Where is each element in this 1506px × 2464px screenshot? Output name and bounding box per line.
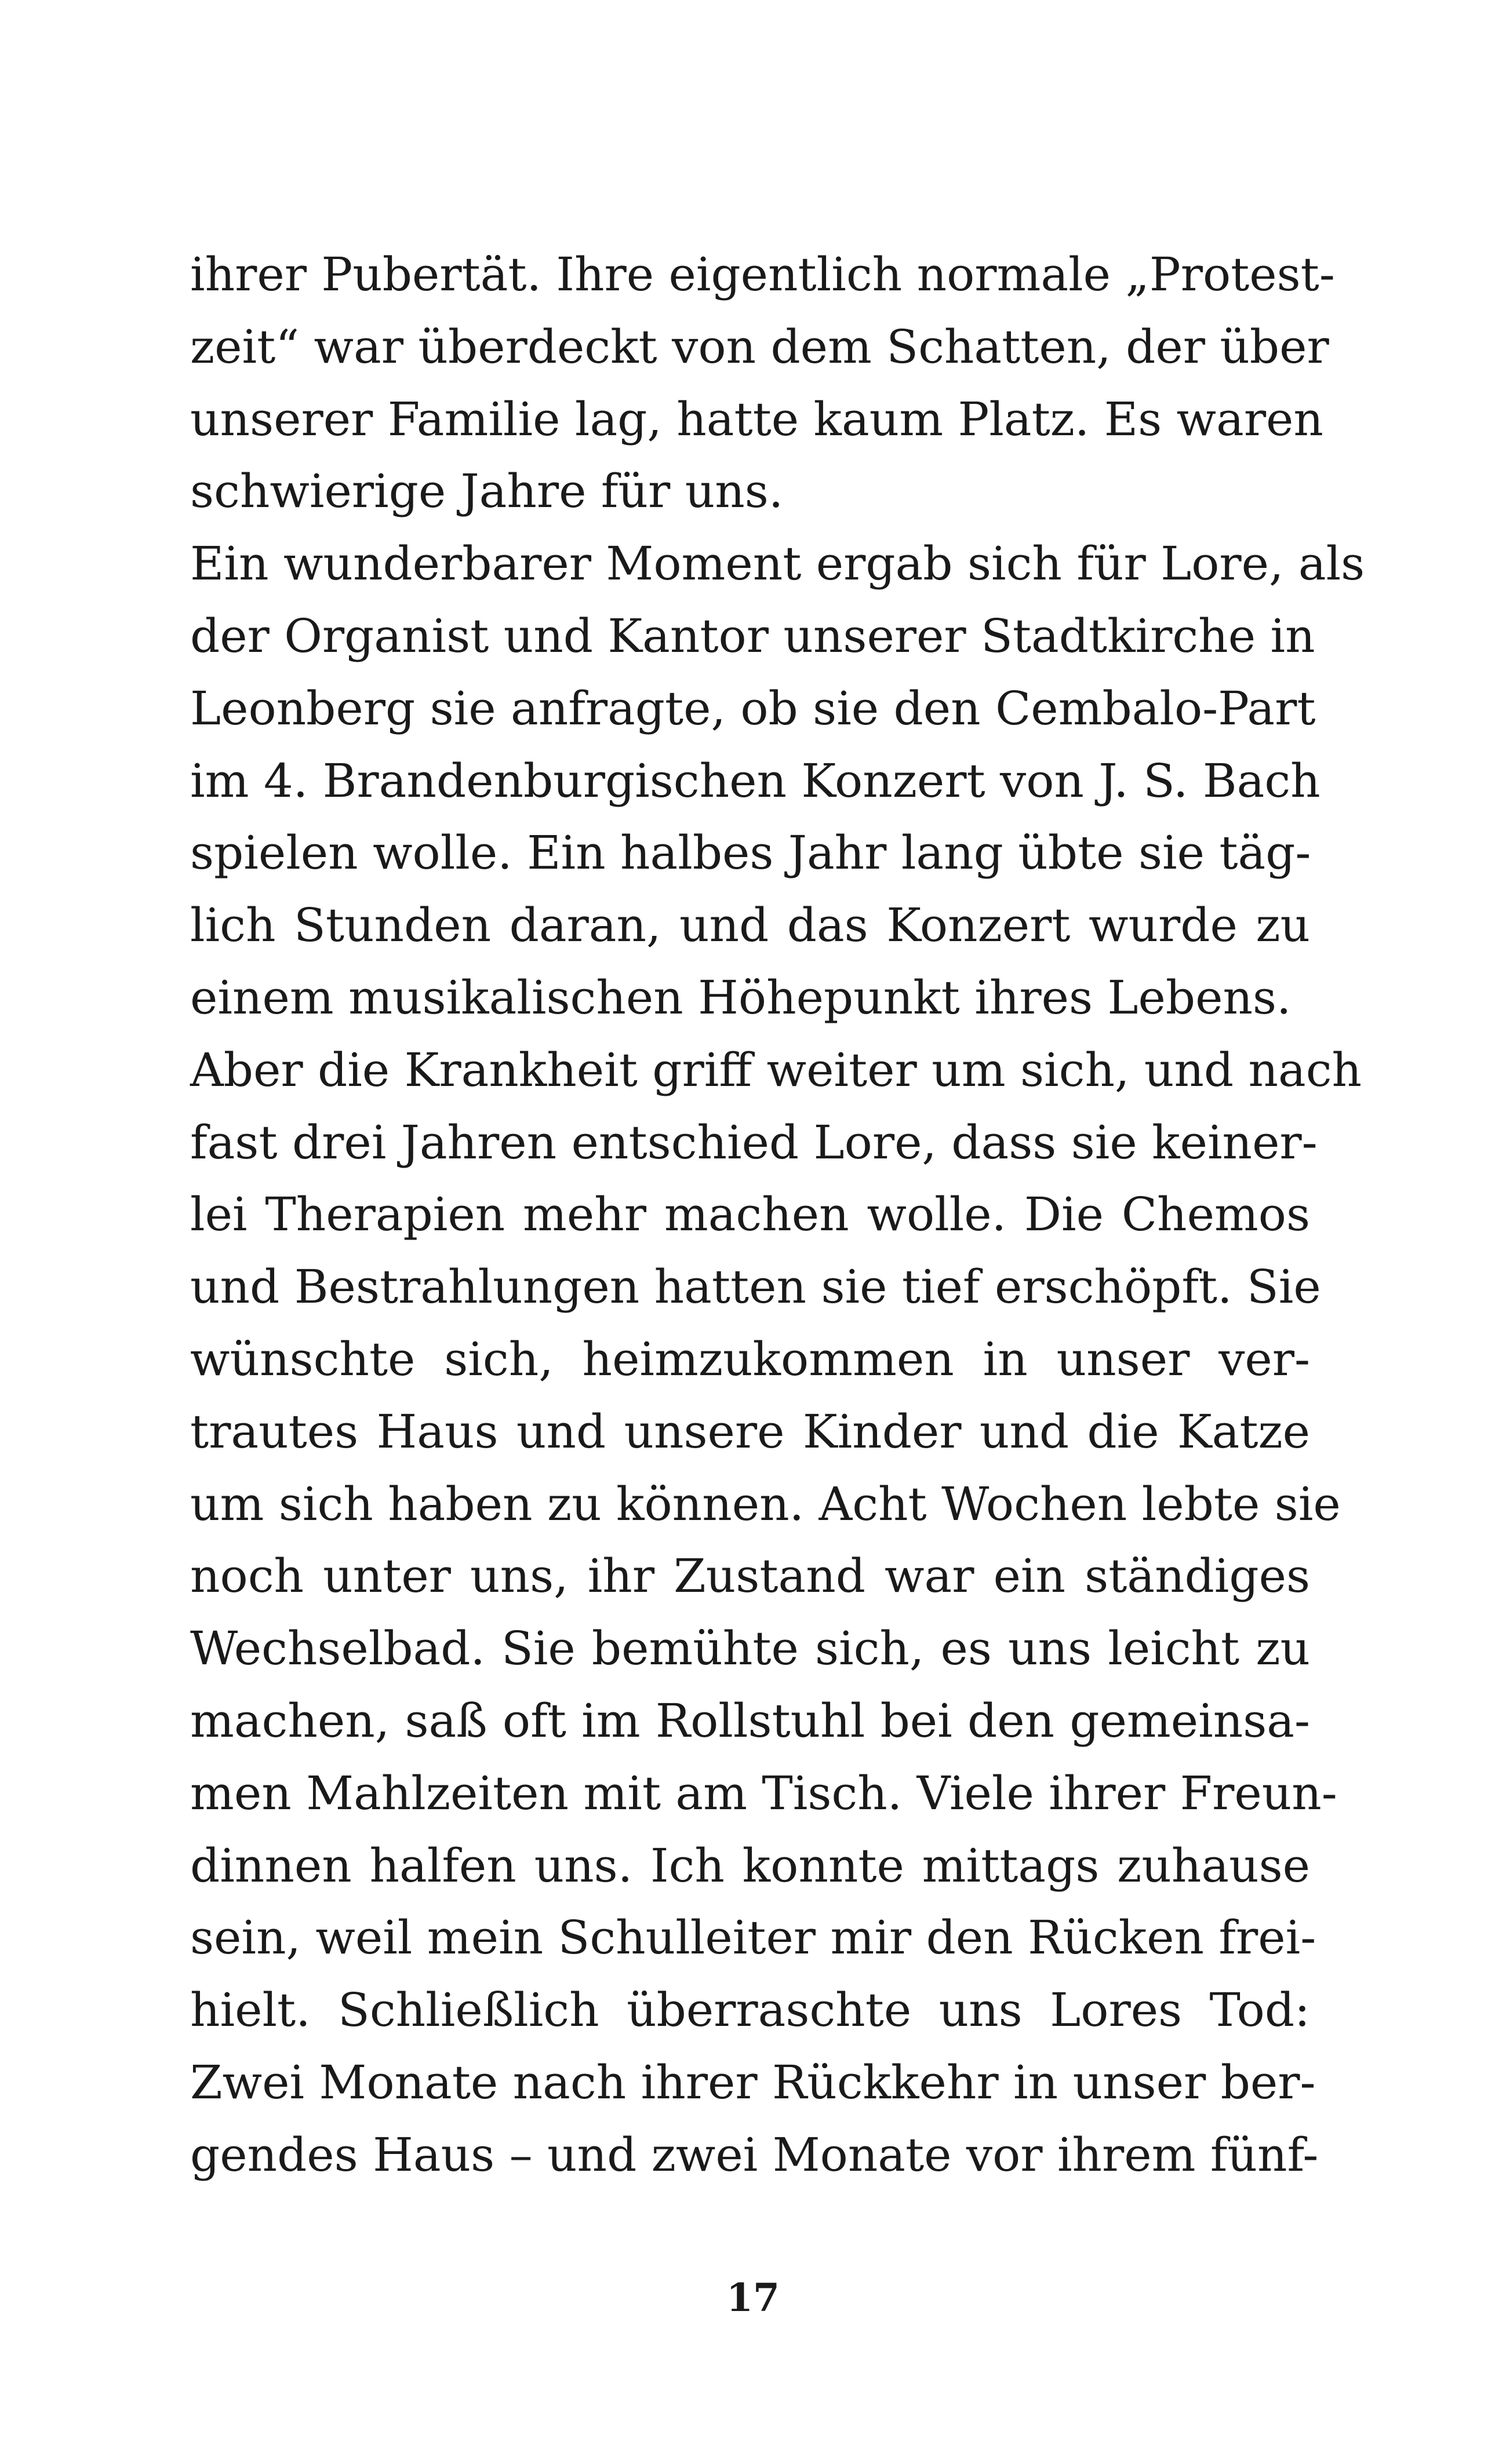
text-line: trautes Haus und unsere Kinder und die Katze <box>190 1404 1310 1459</box>
text-line: lich Stunden daran, und das Konzert wurde zu <box>190 898 1310 953</box>
text-line: im 4. Brandenburgischen Konzert von J. S. Bach <box>190 753 1321 808</box>
text-line: zeit“ war überdeckt von dem Schatten, der über <box>190 319 1329 374</box>
text-line: unserer Familie lag, hatte kaum Platz. Es waren <box>190 392 1323 446</box>
text-line: sein, weil mein Schulleiter mir den Rücken frei- <box>190 1911 1316 1965</box>
text-line: hielt. Schließlich überraschte uns Lores Tod: <box>190 1983 1310 2037</box>
text-line: noch unter uns, ihr Zustand war ein ständiges <box>190 1549 1310 1603</box>
text-line: fast drei Jahren entschied Lore, dass sie keiner- <box>190 1115 1318 1169</box>
text-line: Leonberg sie anfragte, ob sie den Cembalo-Part <box>190 681 1316 735</box>
text-line: dinnen halfen uns. Ich konnte mittags zuhause <box>190 1838 1310 1893</box>
text-line: gendes Haus – und zwei Monate vor ihrem fünf- <box>190 2127 1319 2182</box>
text-line: Ein wunderbarer Moment ergab sich für Lore, als <box>190 537 1365 591</box>
text-line: spielen wolle. Ein halbes Jahr lang übte sie täg- <box>190 826 1311 880</box>
text-line: um sich haben zu können. Acht Wochen lebte sie <box>190 1477 1341 1531</box>
text-line: ihrer Pubertät. Ihre eigentlich normale „Protest- <box>190 247 1335 301</box>
text-line: machen, saß oft im Rollstuhl bei den gemeinsa- <box>190 1693 1310 1748</box>
text-line: Zwei Monate nach ihrer Rückkehr in unser ber- <box>190 2055 1316 2109</box>
page-number: 17 <box>726 2275 780 2320</box>
text-line: lei Therapien mehr machen wolle. Die Chemos <box>190 1187 1310 1242</box>
text-line: schwierige Jahre für uns. <box>190 464 784 519</box>
text-line: und Bestrahlungen hatten sie tief erschöpft. Sie <box>190 1260 1321 1314</box>
text-line: wünschte sich, heimzukommen in unser ver- <box>190 1332 1310 1386</box>
body-text <box>190 239 1365 2192</box>
text-line: einem musikalischen Höhepunkt ihres Lebens. <box>190 970 1292 1025</box>
text-line: Wechselbad. Sie bemühte sich, es uns leicht zu <box>190 1621 1310 1676</box>
text-line: der Organist und Kantor unserer Stadtkirche in <box>190 608 1315 663</box>
text-line: Aber die Krankheit griff weiter um sich, und nach <box>190 1043 1362 1097</box>
text-line: men Mahlzeiten mit am Tisch. Viele ihrer Freun- <box>190 1766 1337 1820</box>
